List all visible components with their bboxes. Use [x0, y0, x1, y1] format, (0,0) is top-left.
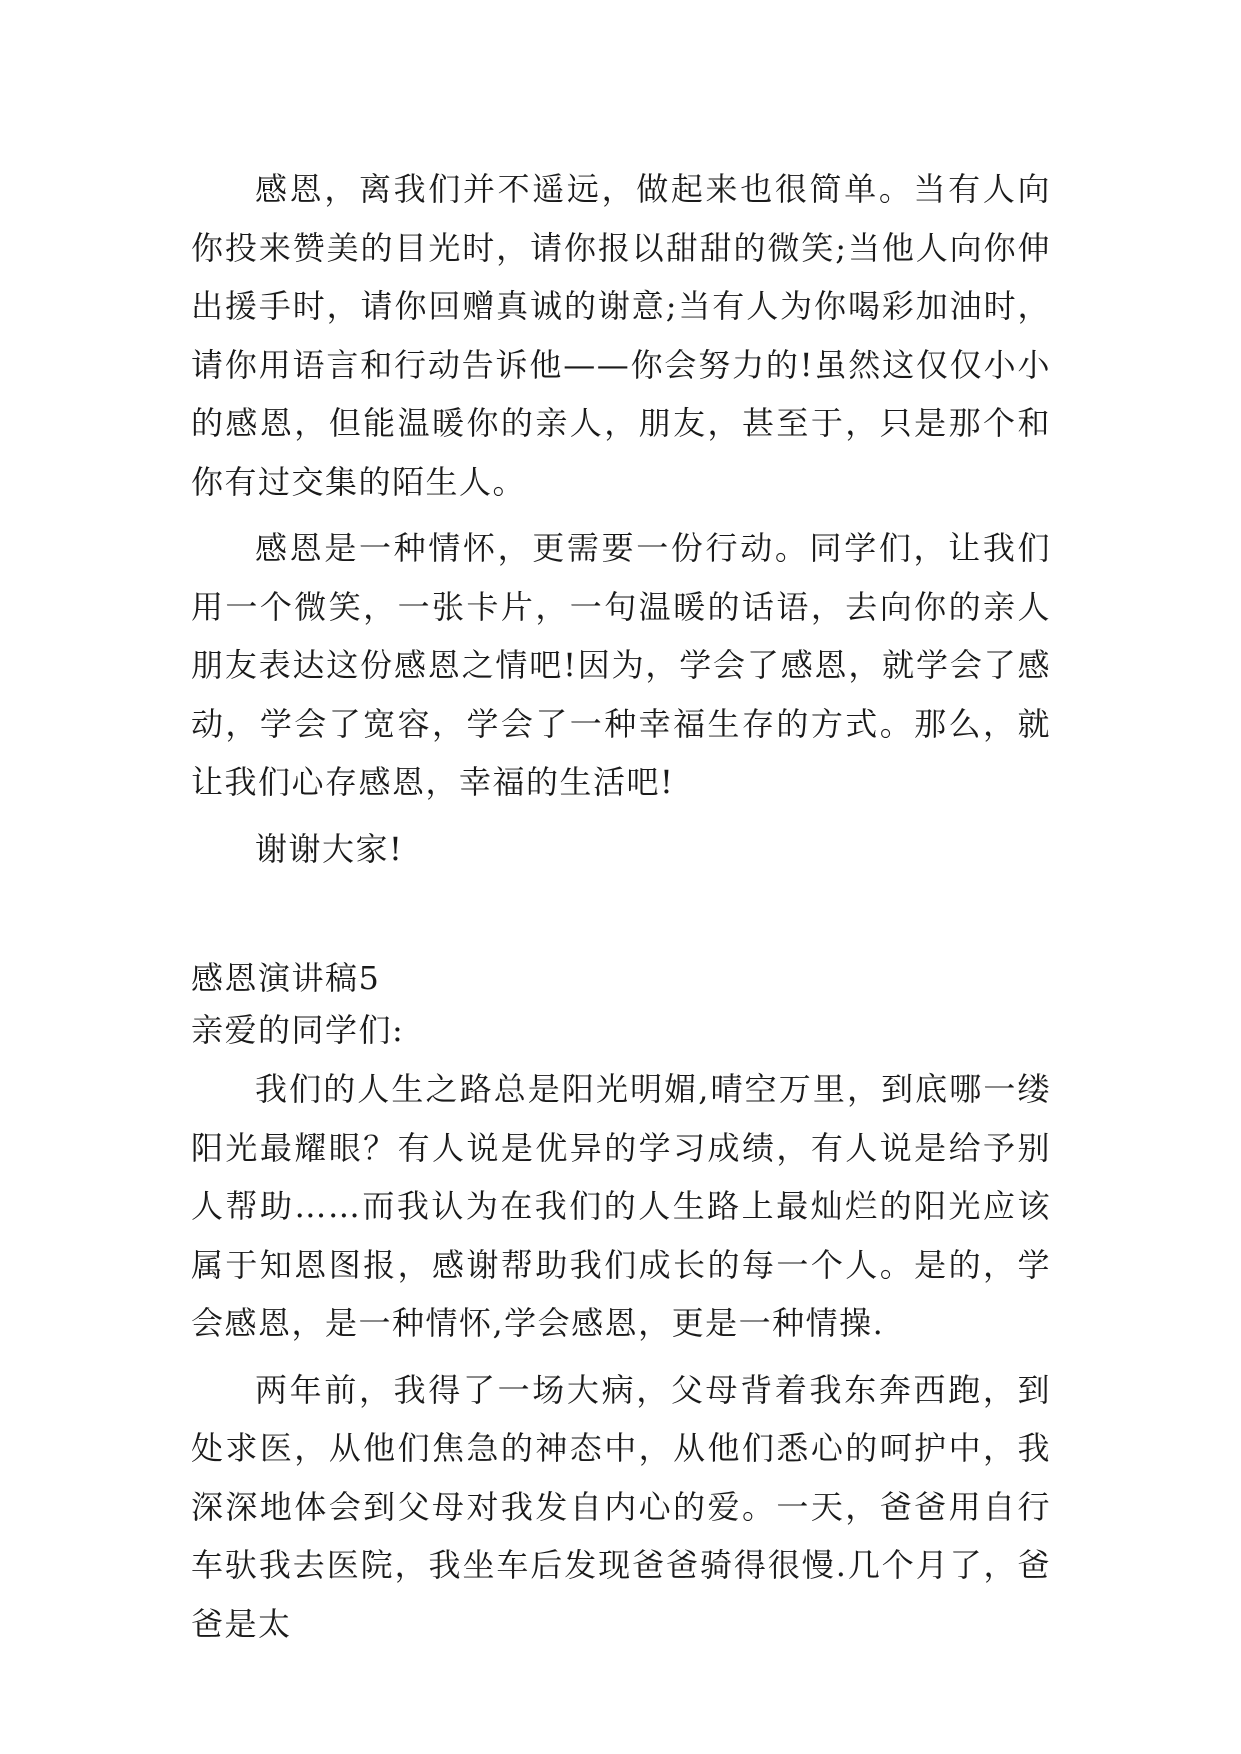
paragraph-illness-story: 两年前，我得了一场大病，父母背着我东奔西跑，到处求医，从他们焦急的神态中，从他们悉心的呵护中，我深深地体会到父母对我发自内心的爱。一天，爸爸用自行车驮我去医院，我坐车后发现爸爸骑得很慢.几个月了，爸爸是太 — [191, 1370, 1051, 1643]
salutation: 亲爱的同学们: — [191, 1011, 405, 1049]
paragraph-gratitude-action: 感恩是一种情怀，更需要一份行动。同学们，让我们用一个微笑，一张卡片，一句温暖的话语，去向你的亲人朋友表达这份感恩之情吧!因为，学会了感恩，就学会了感动，学会了宽容，学会了一种幸福生存的方式。那么，就让我们心存感恩，幸福的生活吧! — [191, 529, 1051, 801]
document-body — [191, 160, 1051, 1653]
paragraph-sunshine: 我们的人生之路总是阳光明媚,晴空万里，到底哪一缕阳光最耀眼？有人说是优异的学习成绩，有人说是给予别人帮助……而我认为在我们的人生路上最灿烂的阳光应该属于知恩图报，感谢帮助我们成长的每一个人。是的，学会感恩，是一种情怀,学会感恩，更是一种情操. — [191, 1070, 1051, 1342]
paragraph-gratitude-simple: 感恩，离我们并不遥远，做起来也很简单。当有人向你投来赞美的目光时，请你报以甜甜的微笑;当他人向你伸出援手时，请你回赠真诚的谢意;当有人为你喝彩加油时，请你用语言和行动告诉他——你会努力的!虽然这仅仅小小的感恩，但能温暖你的亲人，朋友，甚至于，只是那个和你有过交集的陌生人。 — [191, 170, 1051, 501]
paragraph-thanks: 谢谢大家! — [255, 829, 404, 868]
section-title: 感恩演讲稿5 — [191, 959, 381, 997]
